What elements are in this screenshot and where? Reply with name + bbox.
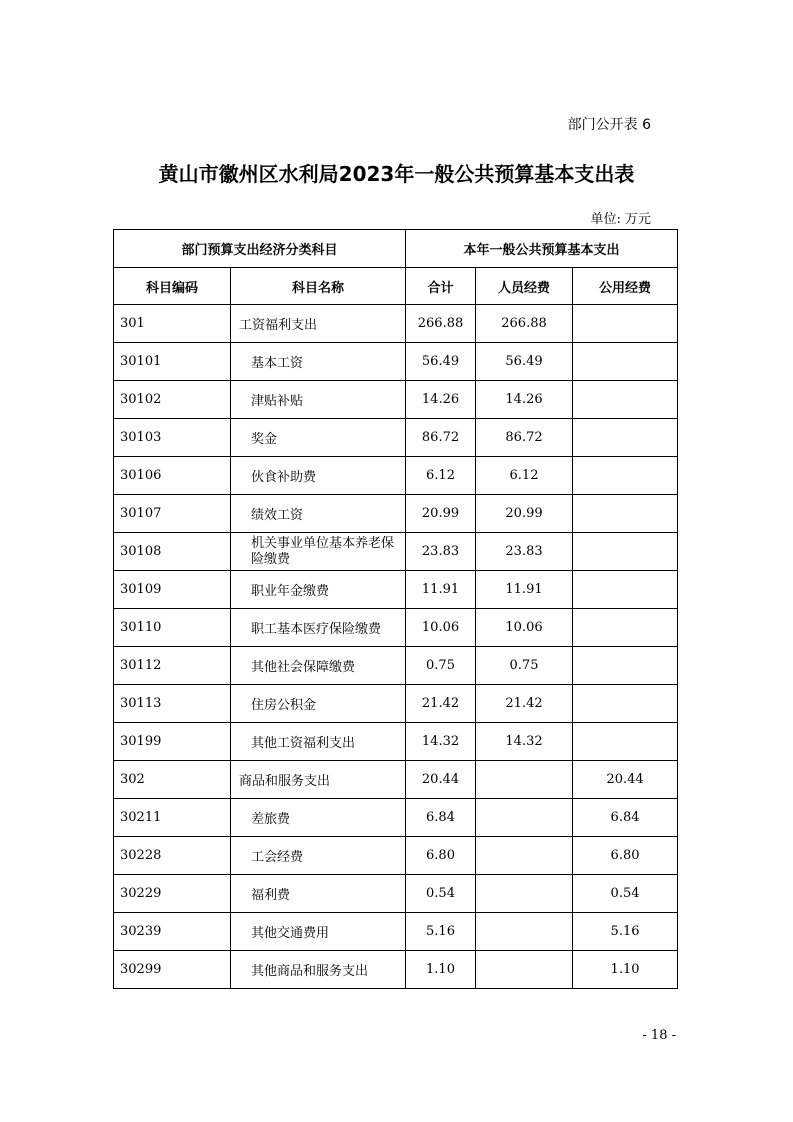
cell-total-text: 266.88 [417, 316, 464, 331]
cell-code-text: 30211 [120, 810, 162, 825]
cell-code [114, 343, 231, 381]
cell-personnel [476, 837, 573, 875]
cell-personnel-text: 266.88 [501, 316, 547, 331]
cell-name [231, 381, 406, 419]
cell-code [114, 457, 231, 495]
cell-total-text: 14.26 [421, 392, 460, 407]
cell-code [114, 381, 231, 419]
cell-code [114, 609, 231, 647]
cell-name-text: 其他交通费用 [251, 926, 330, 941]
cell-public-text: 0.54 [610, 886, 640, 901]
cell-name-text: 津贴补贴 [251, 394, 304, 409]
cell-name [231, 495, 406, 533]
cell-total-text: 5.16 [426, 924, 455, 939]
cell-personnel-text: 23.83 [505, 544, 543, 559]
cell-name-text: 绩效工资 [251, 508, 304, 523]
cell-public [573, 837, 678, 875]
cell-total [406, 951, 476, 989]
cell-code [114, 495, 231, 533]
cell-name-text: 商品和服务支出 [239, 774, 331, 789]
cell-total [406, 609, 476, 647]
column-header-public: 公用经费 [573, 268, 678, 305]
cell-code [114, 875, 231, 913]
cell-public-text: 20.44 [606, 772, 644, 787]
table-row [114, 533, 678, 571]
column-header-name: 科目名称 [231, 268, 406, 305]
cell-total [406, 571, 476, 609]
cell-code-text: 30239 [120, 924, 162, 939]
cell-name [231, 875, 406, 913]
cell-personnel [476, 457, 573, 495]
cell-total-text: 6.12 [426, 468, 455, 483]
cell-total-text: 14.32 [421, 734, 460, 749]
cell-name [231, 837, 406, 875]
cell-personnel-text: 14.26 [505, 392, 543, 407]
cell-personnel-text: 21.42 [505, 696, 543, 711]
table-row [114, 381, 678, 419]
cell-code [114, 305, 231, 343]
cell-personnel [476, 951, 573, 989]
cell-public [573, 609, 678, 647]
cell-code [114, 685, 231, 723]
cell-total-text: 20.99 [421, 506, 460, 521]
cell-public [573, 457, 678, 495]
cell-public [573, 305, 678, 343]
cell-public [573, 381, 678, 419]
cell-name-text: 其他社会保障缴费 [251, 660, 356, 675]
cell-personnel [476, 913, 573, 951]
cell-public [573, 723, 678, 761]
page-number: - 18 - [642, 1028, 676, 1043]
cell-name-text: 伙食补助费 [251, 470, 317, 485]
cell-personnel [476, 799, 573, 837]
cell-total-text: 56.49 [421, 354, 460, 369]
table-row [114, 495, 678, 533]
cell-code-text: 30109 [120, 582, 162, 597]
cell-total [406, 761, 476, 799]
table-row [114, 419, 678, 457]
cell-name-text: 福利费 [251, 888, 291, 903]
cell-public [573, 913, 678, 951]
cell-code-text: 30228 [120, 848, 162, 863]
cell-personnel-text: 56.49 [505, 354, 543, 369]
table-row [114, 685, 678, 723]
cell-public [573, 799, 678, 837]
cell-code [114, 647, 231, 685]
table-row [114, 799, 678, 837]
table-row [114, 837, 678, 875]
cell-code-text: 30102 [120, 392, 162, 407]
cell-name [231, 685, 406, 723]
cell-code [114, 951, 231, 989]
cell-personnel [476, 571, 573, 609]
cell-personnel-text: 86.72 [505, 430, 543, 445]
cell-code [114, 571, 231, 609]
cell-personnel [476, 305, 573, 343]
cell-public [573, 495, 678, 533]
cell-name-text: 机关事业单位基本养老保险缴费 [251, 535, 395, 567]
cell-name [231, 799, 406, 837]
column-header-personnel: 人员经费 [476, 268, 573, 305]
group-header-expenditure: 本年一般公共预算基本支出 [406, 230, 678, 268]
group-header-classification: 部门预算支出经济分类科目 [114, 230, 406, 268]
column-header-code: 科目编码 [114, 268, 231, 305]
cell-total-text: 10.06 [421, 620, 460, 635]
cell-personnel-text: 10.06 [505, 620, 543, 635]
cell-total-text: 0.54 [426, 886, 455, 901]
table-row [114, 571, 678, 609]
cell-name-text: 差旅费 [251, 812, 291, 827]
cell-total-text: 6.80 [426, 848, 455, 863]
cell-personnel [476, 533, 573, 571]
cell-name-text: 工会经费 [251, 850, 304, 865]
table-row [114, 723, 678, 761]
cell-name [231, 305, 406, 343]
cell-public [573, 533, 678, 571]
table-row [114, 913, 678, 951]
cell-public-text: 1.10 [610, 962, 640, 977]
cell-personnel [476, 609, 573, 647]
budget-table [113, 229, 678, 989]
cell-public [573, 419, 678, 457]
cell-personnel [476, 723, 573, 761]
cell-total-text: 86.72 [421, 430, 460, 445]
cell-total-text: 11.91 [421, 582, 460, 597]
table-row [114, 761, 678, 799]
cell-code [114, 913, 231, 951]
cell-name [231, 723, 406, 761]
cell-public-text: 5.16 [610, 924, 640, 939]
cell-personnel [476, 343, 573, 381]
cell-name-text: 工资福利支出 [239, 318, 318, 333]
cell-code-text: 30113 [120, 696, 162, 711]
cell-code-text: 30107 [120, 506, 162, 521]
cell-public [573, 685, 678, 723]
cell-public [573, 875, 678, 913]
cell-public [573, 951, 678, 989]
unit-label: 单位: 万元 [590, 212, 651, 227]
cell-personnel [476, 495, 573, 533]
table-row [114, 609, 678, 647]
table-row [114, 951, 678, 989]
cell-total [406, 723, 476, 761]
cell-name [231, 457, 406, 495]
cell-total [406, 533, 476, 571]
cell-code [114, 837, 231, 875]
cell-public-text: 6.80 [610, 848, 640, 863]
cell-personnel-text: 6.12 [509, 468, 539, 483]
cell-total [406, 457, 476, 495]
cell-total [406, 913, 476, 951]
cell-name-text: 住房公积金 [251, 698, 317, 713]
cell-code-text: 30199 [120, 734, 162, 749]
cell-code [114, 723, 231, 761]
cell-name [231, 609, 406, 647]
cell-name-text: 其他工资福利支出 [251, 736, 356, 751]
cell-personnel-text: 11.91 [505, 582, 543, 597]
cell-total [406, 495, 476, 533]
cell-name [231, 951, 406, 989]
cell-public [573, 343, 678, 381]
cell-code-text: 30101 [120, 354, 162, 369]
cell-name [231, 913, 406, 951]
cell-public [573, 571, 678, 609]
cell-code-text: 30108 [120, 544, 162, 559]
cell-name-text: 基本工资 [251, 356, 304, 371]
cell-total-text: 0.75 [426, 658, 455, 673]
cell-code [114, 533, 231, 571]
table-body [114, 305, 678, 989]
cell-code-text: 30106 [120, 468, 162, 483]
cell-personnel [476, 381, 573, 419]
cell-total-text: 20.44 [421, 772, 460, 787]
cell-code-text: 302 [120, 772, 145, 787]
cell-total [406, 381, 476, 419]
table-tag: 部门公开表 6 [567, 117, 651, 133]
cell-personnel [476, 647, 573, 685]
table-row [114, 305, 678, 343]
cell-name [231, 571, 406, 609]
cell-personnel [476, 761, 573, 799]
column-header-total: 合计 [406, 268, 476, 305]
cell-total [406, 305, 476, 343]
cell-personnel [476, 685, 573, 723]
cell-total [406, 343, 476, 381]
cell-name [231, 533, 406, 571]
cell-code [114, 419, 231, 457]
cell-code-text: 30112 [120, 658, 162, 673]
cell-code-text: 30229 [120, 886, 162, 901]
cell-total-text: 1.10 [426, 962, 455, 977]
cell-name [231, 761, 406, 799]
cell-code [114, 761, 231, 799]
page-title: 黄山市徽州区水利局2023年一般公共预算基本支出表 [158, 162, 635, 186]
cell-total-text: 6.84 [426, 810, 455, 825]
cell-total [406, 837, 476, 875]
cell-name-text: 职业年金缴费 [251, 584, 330, 599]
cell-name [231, 647, 406, 685]
cell-personnel-text: 14.32 [505, 734, 543, 749]
cell-name-text: 其他商品和服务支出 [251, 964, 369, 979]
cell-personnel-text: 0.75 [509, 658, 539, 673]
cell-total [406, 419, 476, 457]
cell-name-text: 职工基本医疗保险缴费 [251, 622, 382, 637]
cell-code-text: 30299 [120, 962, 162, 977]
cell-name-text: 奖金 [251, 432, 278, 447]
cell-public-text: 6.84 [610, 810, 640, 825]
cell-total [406, 799, 476, 837]
cell-total [406, 685, 476, 723]
cell-public [573, 647, 678, 685]
cell-code-text: 30110 [120, 620, 162, 635]
cell-personnel-text: 20.99 [505, 506, 543, 521]
cell-personnel [476, 419, 573, 457]
cell-public [573, 761, 678, 799]
cell-code [114, 799, 231, 837]
cell-total [406, 875, 476, 913]
table-row [114, 343, 678, 381]
table-row [114, 647, 678, 685]
cell-code-text: 30103 [120, 430, 162, 445]
cell-total-text: 21.42 [421, 696, 460, 711]
table-row [114, 875, 678, 913]
cell-personnel [476, 875, 573, 913]
cell-total-text: 23.83 [421, 544, 460, 559]
cell-name [231, 419, 406, 457]
cell-total [406, 647, 476, 685]
cell-code-text: 301 [120, 316, 145, 331]
cell-name [231, 343, 406, 381]
table-row [114, 457, 678, 495]
